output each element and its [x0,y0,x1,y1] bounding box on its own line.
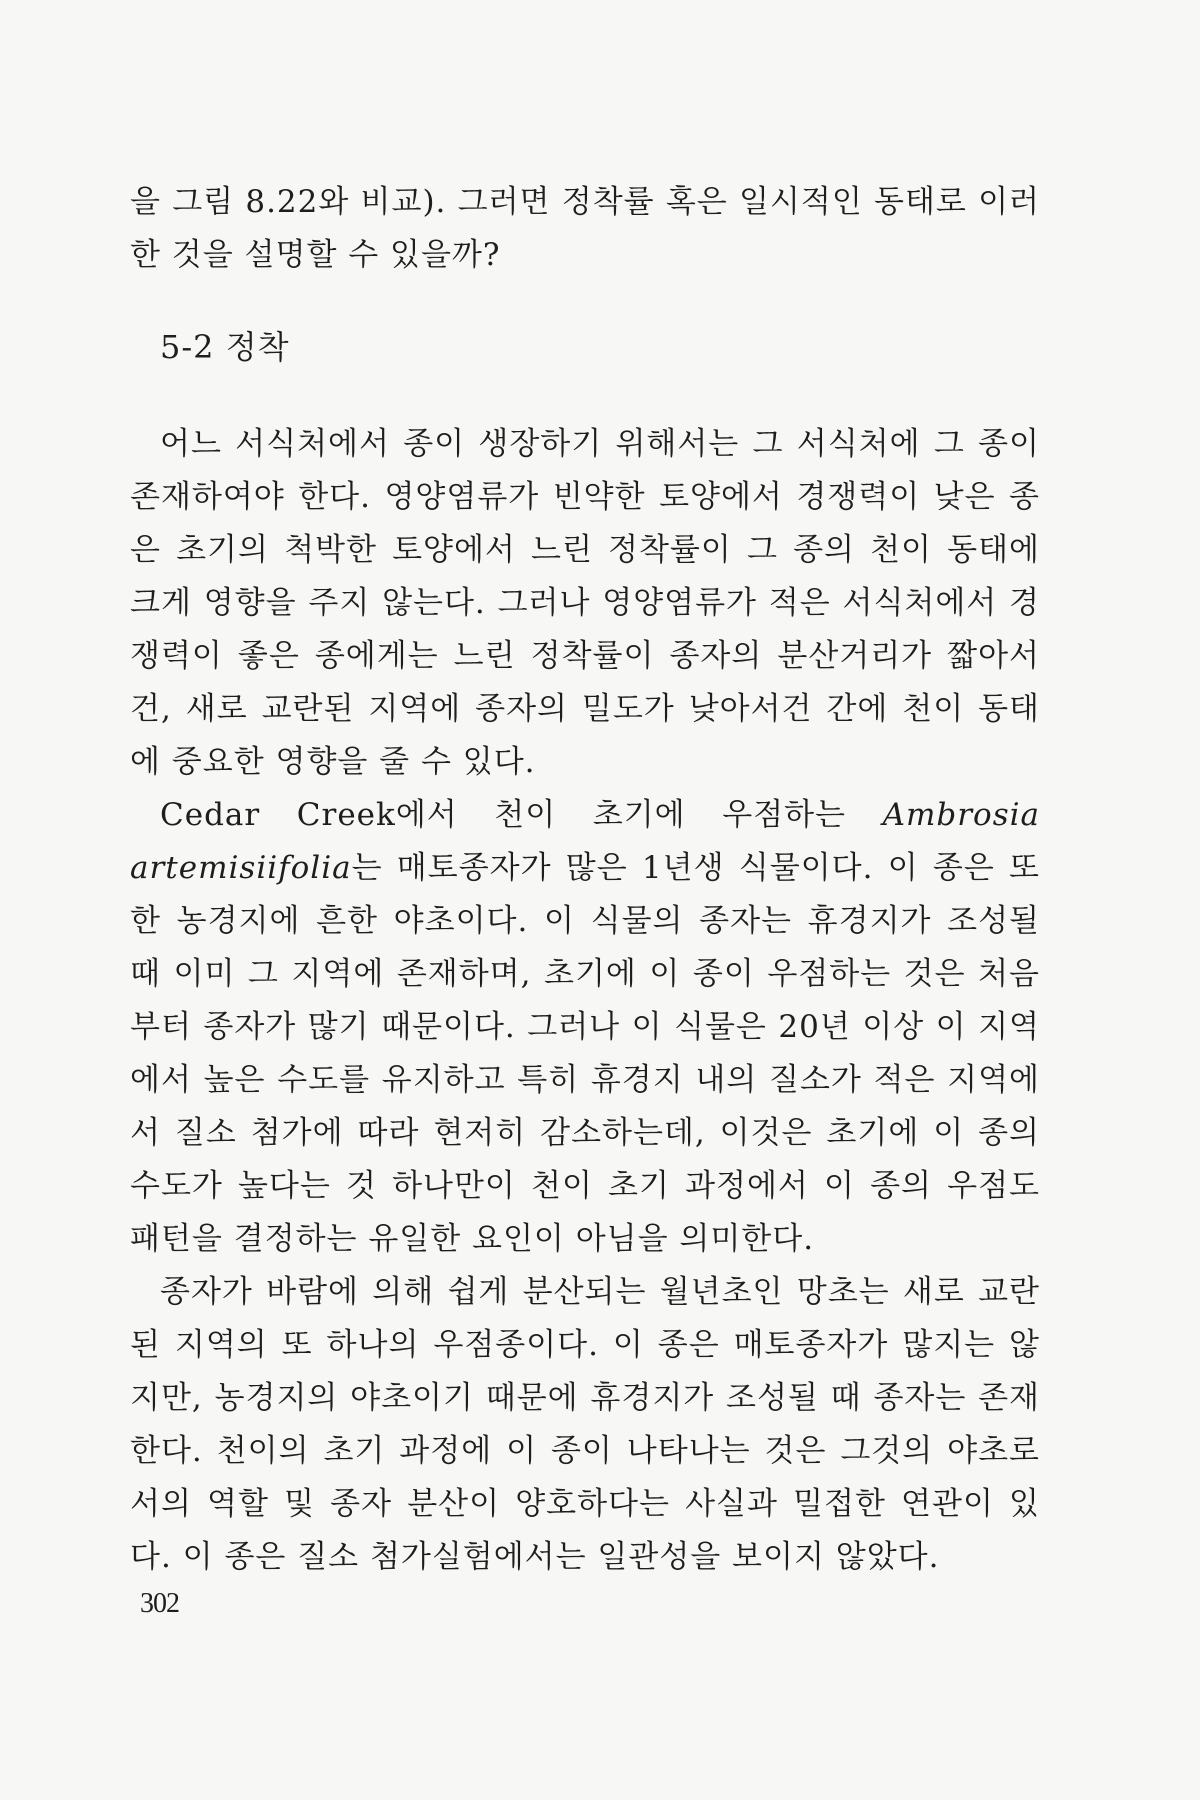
intro-paragraph [130,176,1040,282]
paragraph-2-lead: Cedar Creek에서 천이 초기에 우점하는 [160,797,883,833]
intro-text: 을 그림 8.22와 비교). 그러면 정착률 혹은 일시적인 동태로 이러한 것을 설명할 수 있을까? [130,184,1040,273]
paragraph-2 [130,789,1040,1266]
section-body [130,418,1040,1584]
page-number: 302 [140,1588,179,1619]
species-name: Ambrosia artemisiifolia [130,797,1040,886]
paragraph-3: 종자가 바람에 의해 쉽게 분산되는 월년초인 망초는 새로 교란된 지역의 또 하나의 우점종이다. 이 종은 매토종자가 많지는 않지만, 농경지의 야초이기 때문에 휴경지가 조성될 때 종자는 존재한다. 천이의 초기 과정에 이 종이 나타나는 것은 그것의 야초로서의 역할 및 종자 분산이 양호하다는 사실과 밀접한 연관이 있다. 이 종은 질소 첨가실험에서는 일관성을 보이지 않았다. [130,1274,1040,1575]
paragraph-2-rest: 는 매토종자가 많은 1년생 식물이다. 이 종은 또한 농경지에 흔한 야초이다. 이 식물의 종자는 휴경지가 조성될 때 이미 그 지역에 존재하며, 초기에 이 종이 우점하는 것은 처음부터 종자가 많기 때문이다. 그러나 이 식물은 20년 이상 이 지역에서 높은 수도를 유지하고 특히 휴경지 내의 질소가 적은 지역에서 질소 첨가에 따라 현저히 감소하는데, 이것은 초기에 이 종의 수도가 높다는 것 하나만이 천이 초기 과정에서 이 종의 우점도 패턴을 결정하는 유일한 요인이 아님을 의미한다. [130,850,1040,1257]
paragraph-1: 어느 서식처에서 종이 생장하기 위해서는 그 서식처에 그 종이 존재하여야 한다. 영양염류가 빈약한 토양에서 경쟁력이 낮은 종은 초기의 척박한 토양에서 느린 정착률이 그 종의 천이 동태에 크게 영향을 주지 않는다. 그러나 영양염류가 적은 서식처에서 경쟁력이 좋은 종에게는 느린 정착률이 종자의 분산거리가 짧아서건, 새로 교란된 지역에 종자의 밀도가 낮아서건 간에 천이 동태에 중요한 영향을 줄 수 있다. [130,426,1040,780]
section-heading: 5-2 정착 [160,328,290,366]
